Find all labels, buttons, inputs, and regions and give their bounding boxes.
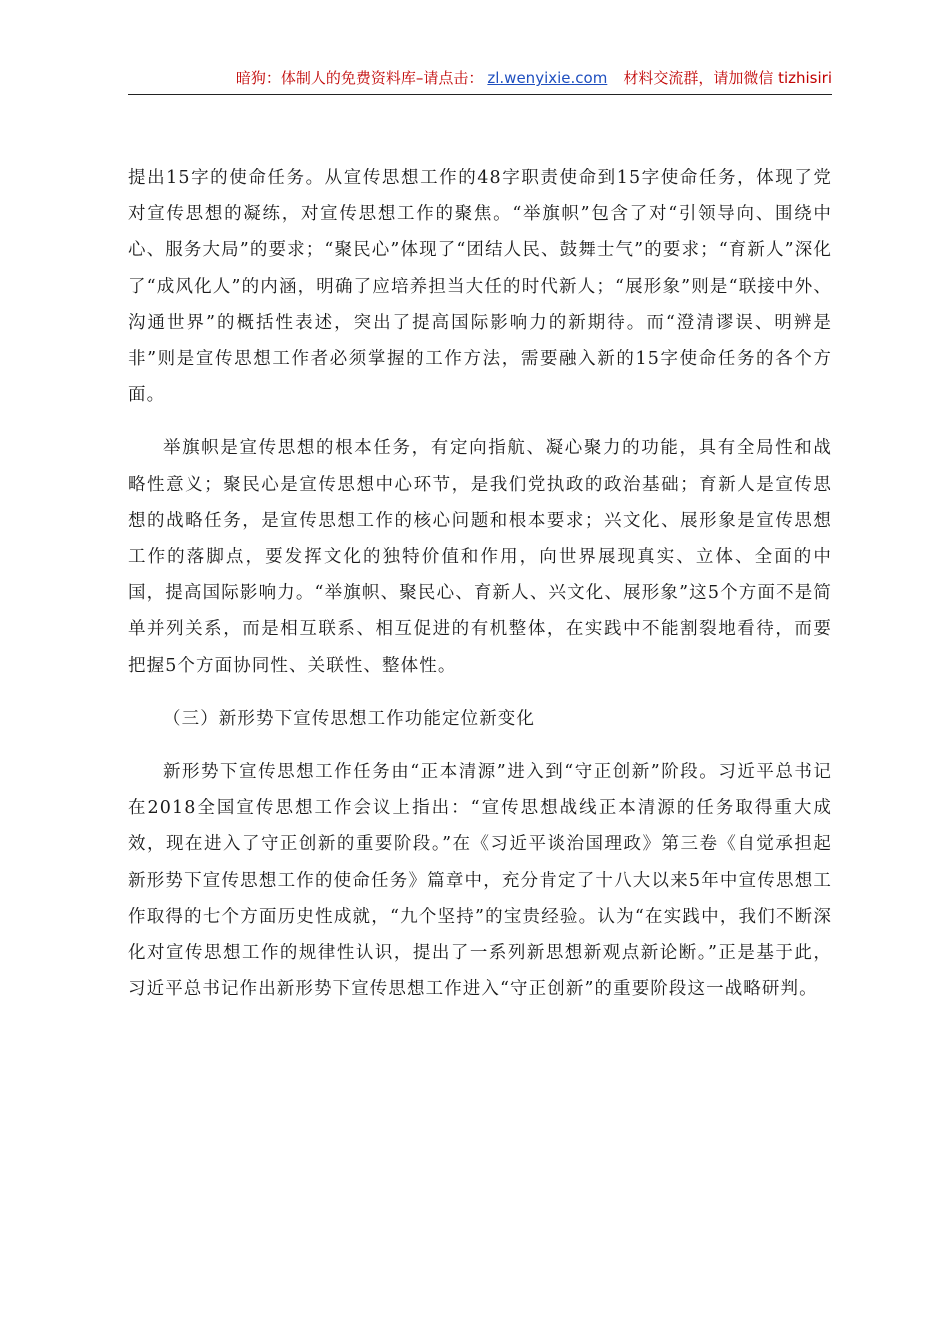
paragraph-gap bbox=[128, 737, 832, 754]
section-heading-3: （三）新形势下宣传思想工作功能定位新变化 bbox=[163, 708, 535, 729]
paragraph-3: 新形势下宣传思想工作任务由“正本清源”进入到“守正创新”阶段。习近平总书记在2018全国宣传思想工作会议上指出：“宣传思想战线正本清源的任务取得重大成效，现在进入了守正创新的重要阶段。”在《习近平谈治国理政》第三卷《自觉承担起新形势下宣传思想工作的使命任务》篇章中，充分肯定了十八大以来5年中宣传思想工作取得的七个方面历史性成就，“九个坚持”的宝贵经验。认为“在实践中，我们不断深化对宣传思想工作的规律性认识，提出了一系列新思想新观点新论断。”正是基于此，习近平总书记作出新形势下宣传思想工作进入“守正创新”的重要阶段这一战略研判。 bbox=[128, 762, 832, 1000]
page-header bbox=[128, 66, 832, 95]
paragraph-gap bbox=[128, 684, 832, 701]
header-url-link[interactable]: zl.wenyixie.com bbox=[487, 69, 608, 87]
header-click-text: 请点击： bbox=[423, 69, 484, 87]
paragraph-2: 举旗帜是宣传思想的根本任务，有定向指航、凝心聚力的功能，具有全局性和战略性意义；聚民心是宣传思想中心环节，是我们党执政的政治基础；育新人是宣传思想的战略任务，是宣传思想工作的核心问题和根本要求；兴文化、展形象是宣传思想工作的落脚点，要发挥文化的独特价值和作用，向世界展现真实、立体、全面的中国，提高国际影响力。“举旗帜、聚民心、育新人、兴文化、展形象”这5个方面不是简单并列关系，而是相互联系、相互促进的有机整体，在实践中不能割裂地看待，而要把握5个方面协同性、关联性、整体性。 bbox=[128, 438, 832, 676]
paragraph-1: 提出15字的使命任务。从宣传思想工作的48字职责使命到15字使命任务，体现了党对宣传思想的凝练，对宣传思想工作的聚焦。“举旗帜”包含了对“引领导向、围绕中心、服务大局”的要求；“聚民心”体现了“团结人民、鼓舞士气”的要求；“育新人”深化了“成风化人”的内涵，明确了应培养担当大任的时代新人；“展形象”则是“联接中外、沟通世界”的概括性表述，突出了提高国际影响力的新期待。而“澄清谬误、明辨是非”则是宣传思想工作者必须掌握的工作方法，需要融入新的15字使命任务的各个方面。 bbox=[128, 168, 832, 406]
document-body bbox=[128, 160, 832, 1007]
paragraph-gap bbox=[128, 413, 832, 430]
header-brand: 暗狗：体制人的免费资料库 bbox=[235, 69, 416, 87]
header-wechat-text: 材料交流群，请加微信 tizhisiri bbox=[623, 69, 832, 87]
header-separator: – bbox=[415, 69, 424, 87]
